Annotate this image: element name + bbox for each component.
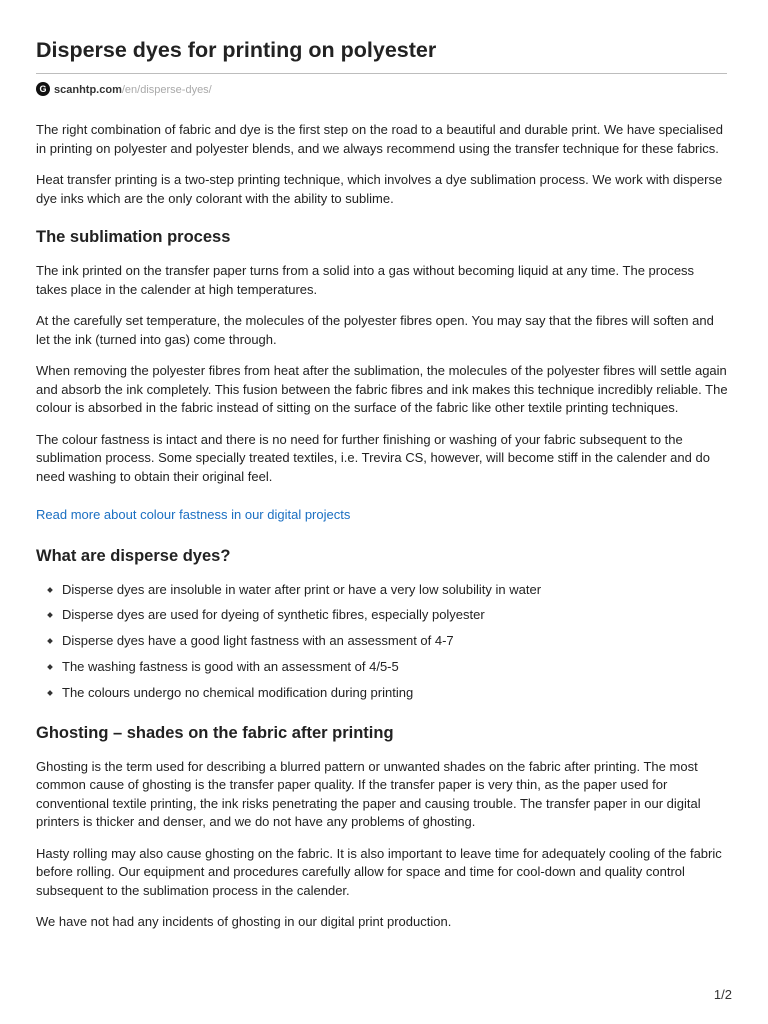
sublimation-paragraph-4: The colour fastness is intact and there is no need for further finishing or washing of your fabric subsequent to the sublimation process. Some specially treated textiles, i.e. Trevira CS, however, will become stiff in the calender and do need washing to obtain their original feel. — [36, 431, 710, 484]
list-item — [36, 581, 728, 599]
list-item-text: The colours undergo no chemical modification during printing — [62, 684, 414, 700]
source-path[interactable]: /en/disperse-dyes/ — [121, 84, 212, 96]
ghosting-paragraph-2: Hasty rolling may also cause ghosting on the fabric. It is also important to leave time for adequately cooling of the fabric before rolling. Our equipment and procedures carefully allow for space and time for cool-down and quality control subsequent to the sublimation process in the calender. — [36, 845, 722, 898]
sublimation-paragraph-1: The ink printed on the transfer paper turns from a solid into a gas without becoming liquid at any time. The process takes place in the calender at high temperatures. — [36, 263, 695, 297]
section-heading-sublimation: The sublimation process — [36, 228, 231, 246]
source-line — [36, 80, 212, 100]
list-item — [36, 684, 728, 702]
intro-paragraph-1: The right combination of fabric and dye is the first step on the road to a beautiful and durable print. We have specialised in printing on polyester and polyester blends, and we always recommend using the transfer technique for these fabrics. — [36, 122, 724, 156]
list-item-text: The washing fastness is good with an assessment of 4/5-5 — [62, 658, 399, 674]
sublimation-paragraph-3: When removing the polyester fibres from heat after the sublimation, the molecules of the polyester fibres will settle again and absorb the ink completely. This fusion between the fabric fibres and ink makes this technique incredibly reliable. The colour is absorbed in the fabric instead of sitting on the surface of the fabric like other textile printing techniques. — [36, 363, 728, 415]
source-g-icon: G — [36, 82, 50, 96]
bullet-icon — [47, 587, 53, 593]
page-title: Disperse dyes for printing on polyester — [36, 38, 437, 62]
article-body — [36, 121, 728, 945]
page-number: 1/2 — [713, 987, 732, 1002]
source-domain[interactable]: scanhtp.com — [54, 84, 122, 96]
list-item-text: Disperse dyes have a good light fastness with an assessment of 4-7 — [62, 633, 454, 649]
list-item-text: Disperse dyes are insoluble in water after print or have a very low solubility in water — [62, 581, 542, 597]
colour-fastness-link[interactable]: Read more about colour fastness in our digital projects — [36, 507, 351, 522]
section-heading-ghosting: Ghosting – shades on the fabric after printing — [36, 723, 394, 742]
bullet-icon — [47, 612, 53, 618]
title-divider — [36, 73, 727, 74]
ghosting-paragraph-3: We have not had any incidents of ghosting in our digital print production. — [36, 914, 452, 930]
list-item — [36, 632, 728, 650]
bullet-icon — [47, 690, 53, 696]
section-heading-disperse: What are disperse dyes? — [36, 546, 231, 565]
disperse-list — [36, 581, 728, 702]
bullet-icon — [47, 664, 53, 670]
bullet-icon — [47, 638, 53, 644]
list-item-text: Disperse dyes are used for dyeing of synthetic fibres, especially polyester — [62, 607, 485, 623]
sublimation-paragraph-2: At the carefully set temperature, the molecules of the polyester fibres open. You may say that the fibres will soften and let the ink (turned into gas) come through. — [36, 313, 714, 347]
list-item — [36, 606, 728, 624]
intro-paragraph-2: Heat transfer printing is a two-step printing technique, which involves a dye sublimation process. We work with disperse dye inks which are the only colorant with the ability to sublime. — [36, 172, 723, 206]
list-item — [36, 658, 728, 676]
ghosting-paragraph-1: Ghosting is the term used for describing a blurred pattern or unwanted shades on the fabric after printing. The most common cause of ghosting is the transfer paper quality. If the transfer paper is very thin, as the paper used for conventional textile printing, the ink risks penetrating the paper and causing trouble. The transfer paper in our digital printers is thicker and denser, and we do not have any problems of ghosting. — [36, 758, 701, 830]
